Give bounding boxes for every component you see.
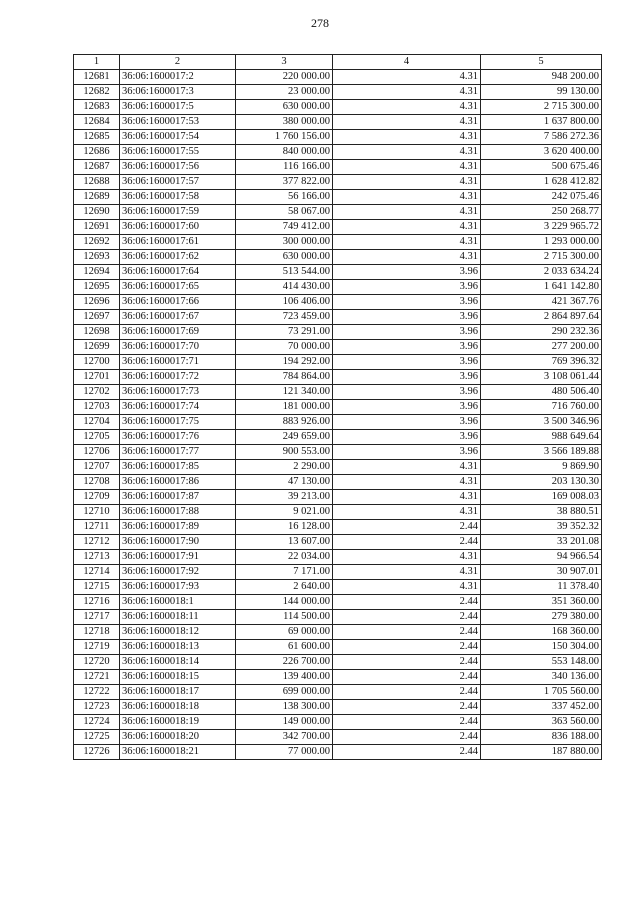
value-cell: 30 907.01 bbox=[481, 565, 602, 580]
cadastral-number-cell: 36:06:1600017:93 bbox=[120, 580, 236, 595]
rate-cell: 4.31 bbox=[333, 565, 481, 580]
table-row bbox=[74, 640, 602, 655]
cadastral-number-cell: 36:06:1600017:53 bbox=[120, 115, 236, 130]
table-row bbox=[74, 265, 602, 280]
rate-cell: 3.96 bbox=[333, 415, 481, 430]
rate-cell: 4.31 bbox=[333, 115, 481, 130]
rate-cell: 2.44 bbox=[333, 730, 481, 745]
table-row bbox=[74, 700, 602, 715]
table-row bbox=[74, 685, 602, 700]
rate-cell: 4.31 bbox=[333, 580, 481, 595]
header-row bbox=[74, 55, 602, 70]
cadastral-number-cell: 36:06:1600017:90 bbox=[120, 535, 236, 550]
cadastral-number-cell: 36:06:1600017:67 bbox=[120, 310, 236, 325]
row-number-cell: 12705 bbox=[74, 430, 120, 445]
row-number-cell: 12707 bbox=[74, 460, 120, 475]
area-cell: 9 021.00 bbox=[236, 505, 333, 520]
value-cell: 1 293 000.00 bbox=[481, 235, 602, 250]
value-cell: 3 229 965.72 bbox=[481, 220, 602, 235]
table-row bbox=[74, 445, 602, 460]
row-number-cell: 12723 bbox=[74, 700, 120, 715]
area-cell: 784 864.00 bbox=[236, 370, 333, 385]
rate-cell: 3.96 bbox=[333, 430, 481, 445]
area-cell: 69 000.00 bbox=[236, 625, 333, 640]
row-number-cell: 12686 bbox=[74, 145, 120, 160]
rate-cell: 4.31 bbox=[333, 85, 481, 100]
table-row bbox=[74, 370, 602, 385]
column-header-5: 5 bbox=[481, 55, 602, 70]
table-row bbox=[74, 205, 602, 220]
row-number-cell: 12699 bbox=[74, 340, 120, 355]
area-cell: 121 340.00 bbox=[236, 385, 333, 400]
area-cell: 630 000.00 bbox=[236, 100, 333, 115]
table-row bbox=[74, 565, 602, 580]
cadastral-number-cell: 36:06:1600017:76 bbox=[120, 430, 236, 445]
table-row bbox=[74, 250, 602, 265]
cadastral-number-cell: 36:06:1600017:66 bbox=[120, 295, 236, 310]
row-number-cell: 12711 bbox=[74, 520, 120, 535]
table-row bbox=[74, 100, 602, 115]
rate-cell: 4.31 bbox=[333, 100, 481, 115]
table-row bbox=[74, 85, 602, 100]
table-row bbox=[74, 505, 602, 520]
table-row bbox=[74, 715, 602, 730]
rate-cell: 3.96 bbox=[333, 280, 481, 295]
cadastral-number-cell: 36:06:1600018:15 bbox=[120, 670, 236, 685]
row-number-cell: 12683 bbox=[74, 100, 120, 115]
table-row bbox=[74, 490, 602, 505]
cadastral-number-cell: 36:06:1600017:65 bbox=[120, 280, 236, 295]
area-cell: 300 000.00 bbox=[236, 235, 333, 250]
row-number-cell: 12695 bbox=[74, 280, 120, 295]
table-row bbox=[74, 595, 602, 610]
rate-cell: 4.31 bbox=[333, 460, 481, 475]
rate-cell: 2.44 bbox=[333, 535, 481, 550]
rate-cell: 2.44 bbox=[333, 610, 481, 625]
cadastral-number-cell: 36:06:1600017:70 bbox=[120, 340, 236, 355]
value-cell: 11 378.40 bbox=[481, 580, 602, 595]
area-cell: 138 300.00 bbox=[236, 700, 333, 715]
table-row bbox=[74, 535, 602, 550]
area-cell: 47 130.00 bbox=[236, 475, 333, 490]
rate-cell: 3.96 bbox=[333, 400, 481, 415]
table-row bbox=[74, 340, 602, 355]
value-cell: 337 452.00 bbox=[481, 700, 602, 715]
row-number-cell: 12688 bbox=[74, 175, 120, 190]
row-number-cell: 12696 bbox=[74, 295, 120, 310]
row-number-cell: 12693 bbox=[74, 250, 120, 265]
area-cell: 1 760 156.00 bbox=[236, 130, 333, 145]
area-cell: 723 459.00 bbox=[236, 310, 333, 325]
cadastral-number-cell: 36:06:1600018:1 bbox=[120, 595, 236, 610]
area-cell: 77 000.00 bbox=[236, 745, 333, 760]
table-row bbox=[74, 475, 602, 490]
value-cell: 716 760.00 bbox=[481, 400, 602, 415]
cadastral-number-cell: 36:06:1600017:2 bbox=[120, 70, 236, 85]
cadastral-number-cell: 36:06:1600018:21 bbox=[120, 745, 236, 760]
value-cell: 553 148.00 bbox=[481, 655, 602, 670]
cadastral-number-cell: 36:06:1600017:69 bbox=[120, 325, 236, 340]
page-number: 278 bbox=[311, 16, 329, 30]
cadastral-number-cell: 36:06:1600018:11 bbox=[120, 610, 236, 625]
area-cell: 749 412.00 bbox=[236, 220, 333, 235]
rate-cell: 4.31 bbox=[333, 205, 481, 220]
rate-cell: 4.31 bbox=[333, 475, 481, 490]
row-number-cell: 12689 bbox=[74, 190, 120, 205]
area-cell: 249 659.00 bbox=[236, 430, 333, 445]
cadastral-number-cell: 36:06:1600017:64 bbox=[120, 265, 236, 280]
cadastral-number-cell: 36:06:1600017:88 bbox=[120, 505, 236, 520]
rate-cell: 3.96 bbox=[333, 310, 481, 325]
area-cell: 883 926.00 bbox=[236, 415, 333, 430]
table-row bbox=[74, 160, 602, 175]
rate-cell: 3.96 bbox=[333, 325, 481, 340]
rate-cell: 2.44 bbox=[333, 640, 481, 655]
row-number-cell: 12715 bbox=[74, 580, 120, 595]
area-cell: 139 400.00 bbox=[236, 670, 333, 685]
row-number-cell: 12700 bbox=[74, 355, 120, 370]
value-cell: 99 130.00 bbox=[481, 85, 602, 100]
cadastral-number-cell: 36:06:1600017:73 bbox=[120, 385, 236, 400]
value-cell: 2 033 634.24 bbox=[481, 265, 602, 280]
table-row bbox=[74, 745, 602, 760]
value-cell: 1 637 800.00 bbox=[481, 115, 602, 130]
row-number-cell: 12724 bbox=[74, 715, 120, 730]
rate-cell: 4.31 bbox=[333, 505, 481, 520]
value-cell: 351 360.00 bbox=[481, 595, 602, 610]
table-row bbox=[74, 400, 602, 415]
rate-cell: 3.96 bbox=[333, 355, 481, 370]
value-cell: 340 136.00 bbox=[481, 670, 602, 685]
value-cell: 2 715 300.00 bbox=[481, 100, 602, 115]
cadastral-number-cell: 36:06:1600018:13 bbox=[120, 640, 236, 655]
row-number-cell: 12701 bbox=[74, 370, 120, 385]
value-cell: 3 500 346.96 bbox=[481, 415, 602, 430]
area-cell: 380 000.00 bbox=[236, 115, 333, 130]
area-cell: 630 000.00 bbox=[236, 250, 333, 265]
row-number-cell: 12714 bbox=[74, 565, 120, 580]
row-number-cell: 12694 bbox=[74, 265, 120, 280]
value-cell: 769 396.32 bbox=[481, 355, 602, 370]
table-row bbox=[74, 355, 602, 370]
table-row bbox=[74, 220, 602, 235]
rate-cell: 2.44 bbox=[333, 670, 481, 685]
cadastral-number-cell: 36:06:1600017:5 bbox=[120, 100, 236, 115]
cadastral-number-cell: 36:06:1600017:87 bbox=[120, 490, 236, 505]
area-cell: 414 430.00 bbox=[236, 280, 333, 295]
cadastral-number-cell: 36:06:1600017:62 bbox=[120, 250, 236, 265]
value-cell: 1 641 142.80 bbox=[481, 280, 602, 295]
cadastral-number-cell: 36:06:1600017:71 bbox=[120, 355, 236, 370]
row-number-cell: 12698 bbox=[74, 325, 120, 340]
cadastral-number-cell: 36:06:1600018:14 bbox=[120, 655, 236, 670]
rate-cell: 4.31 bbox=[333, 190, 481, 205]
value-cell: 187 880.00 bbox=[481, 745, 602, 760]
value-cell: 480 506.40 bbox=[481, 385, 602, 400]
column-header-1: 1 bbox=[74, 55, 120, 70]
row-number-cell: 12697 bbox=[74, 310, 120, 325]
row-number-cell: 12716 bbox=[74, 595, 120, 610]
rate-cell: 2.44 bbox=[333, 520, 481, 535]
table-row bbox=[74, 145, 602, 160]
area-cell: 16 128.00 bbox=[236, 520, 333, 535]
rate-cell: 2.44 bbox=[333, 745, 481, 760]
row-number-cell: 12702 bbox=[74, 385, 120, 400]
value-cell: 279 380.00 bbox=[481, 610, 602, 625]
table-row bbox=[74, 175, 602, 190]
row-number-cell: 12704 bbox=[74, 415, 120, 430]
value-cell: 250 268.77 bbox=[481, 205, 602, 220]
row-number-cell: 12722 bbox=[74, 685, 120, 700]
cadastral-number-cell: 36:06:1600017:85 bbox=[120, 460, 236, 475]
table-row bbox=[74, 385, 602, 400]
row-number-cell: 12726 bbox=[74, 745, 120, 760]
value-cell: 1 705 560.00 bbox=[481, 685, 602, 700]
table-row bbox=[74, 190, 602, 205]
rate-cell: 4.31 bbox=[333, 220, 481, 235]
table-row bbox=[74, 670, 602, 685]
table-row bbox=[74, 430, 602, 445]
value-cell: 948 200.00 bbox=[481, 70, 602, 85]
row-number-cell: 12725 bbox=[74, 730, 120, 745]
row-number-cell: 12718 bbox=[74, 625, 120, 640]
value-cell: 9 869.90 bbox=[481, 460, 602, 475]
cadastral-number-cell: 36:06:1600018:18 bbox=[120, 700, 236, 715]
row-number-cell: 12708 bbox=[74, 475, 120, 490]
area-cell: 114 500.00 bbox=[236, 610, 333, 625]
rate-cell: 4.31 bbox=[333, 250, 481, 265]
cadastral-number-cell: 36:06:1600017:75 bbox=[120, 415, 236, 430]
area-cell: 144 000.00 bbox=[236, 595, 333, 610]
value-cell: 836 188.00 bbox=[481, 730, 602, 745]
cadastral-number-cell: 36:06:1600017:58 bbox=[120, 190, 236, 205]
value-cell: 168 360.00 bbox=[481, 625, 602, 640]
area-cell: 116 166.00 bbox=[236, 160, 333, 175]
row-number-cell: 12690 bbox=[74, 205, 120, 220]
value-cell: 38 880.51 bbox=[481, 505, 602, 520]
area-cell: 2 640.00 bbox=[236, 580, 333, 595]
cadastral-number-cell: 36:06:1600017:59 bbox=[120, 205, 236, 220]
row-number-cell: 12717 bbox=[74, 610, 120, 625]
area-cell: 70 000.00 bbox=[236, 340, 333, 355]
rate-cell: 3.96 bbox=[333, 385, 481, 400]
rate-cell: 4.31 bbox=[333, 550, 481, 565]
cadastral-number-cell: 36:06:1600017:92 bbox=[120, 565, 236, 580]
area-cell: 840 000.00 bbox=[236, 145, 333, 160]
value-cell: 500 675.46 bbox=[481, 160, 602, 175]
row-number-cell: 12687 bbox=[74, 160, 120, 175]
rate-cell: 4.31 bbox=[333, 235, 481, 250]
table-row bbox=[74, 280, 602, 295]
row-number-cell: 12703 bbox=[74, 400, 120, 415]
rate-cell: 3.96 bbox=[333, 295, 481, 310]
cadastral-number-cell: 36:06:1600017:57 bbox=[120, 175, 236, 190]
row-number-cell: 12720 bbox=[74, 655, 120, 670]
row-number-cell: 12692 bbox=[74, 235, 120, 250]
rate-cell: 2.44 bbox=[333, 625, 481, 640]
value-cell: 94 966.54 bbox=[481, 550, 602, 565]
table-row bbox=[74, 310, 602, 325]
table-row bbox=[74, 625, 602, 640]
area-cell: 900 553.00 bbox=[236, 445, 333, 460]
row-number-cell: 12685 bbox=[74, 130, 120, 145]
row-number-cell: 12684 bbox=[74, 115, 120, 130]
area-cell: 194 292.00 bbox=[236, 355, 333, 370]
cadastral-number-cell: 36:06:1600017:74 bbox=[120, 400, 236, 415]
value-cell: 363 560.00 bbox=[481, 715, 602, 730]
area-cell: 73 291.00 bbox=[236, 325, 333, 340]
cadastral-number-cell: 36:06:1600017:56 bbox=[120, 160, 236, 175]
rate-cell: 2.44 bbox=[333, 700, 481, 715]
rate-cell: 4.31 bbox=[333, 130, 481, 145]
table-row bbox=[74, 325, 602, 340]
cadastral-number-cell: 36:06:1600017:60 bbox=[120, 220, 236, 235]
value-cell: 1 628 412.82 bbox=[481, 175, 602, 190]
value-cell: 2 715 300.00 bbox=[481, 250, 602, 265]
table-row bbox=[74, 520, 602, 535]
cadastral-number-cell: 36:06:1600018:19 bbox=[120, 715, 236, 730]
row-number-cell: 12712 bbox=[74, 535, 120, 550]
cadastral-number-cell: 36:06:1600017:72 bbox=[120, 370, 236, 385]
value-cell: 3 620 400.00 bbox=[481, 145, 602, 160]
row-number-cell: 12721 bbox=[74, 670, 120, 685]
value-cell: 2 864 897.64 bbox=[481, 310, 602, 325]
table-row bbox=[74, 295, 602, 310]
cadastral-number-cell: 36:06:1600017:54 bbox=[120, 130, 236, 145]
value-cell: 988 649.64 bbox=[481, 430, 602, 445]
row-number-cell: 12682 bbox=[74, 85, 120, 100]
rate-cell: 3.96 bbox=[333, 370, 481, 385]
area-cell: 58 067.00 bbox=[236, 205, 333, 220]
area-cell: 226 700.00 bbox=[236, 655, 333, 670]
row-number-cell: 12709 bbox=[74, 490, 120, 505]
rate-cell: 3.96 bbox=[333, 445, 481, 460]
table-header bbox=[74, 55, 602, 70]
table-row bbox=[74, 115, 602, 130]
rate-cell: 4.31 bbox=[333, 160, 481, 175]
cadastral-number-cell: 36:06:1600018:17 bbox=[120, 685, 236, 700]
value-cell: 290 232.36 bbox=[481, 325, 602, 340]
value-cell: 421 367.76 bbox=[481, 295, 602, 310]
rate-cell: 4.31 bbox=[333, 70, 481, 85]
column-header-3: 3 bbox=[236, 55, 333, 70]
column-header-2: 2 bbox=[120, 55, 236, 70]
area-cell: 13 607.00 bbox=[236, 535, 333, 550]
table-row bbox=[74, 460, 602, 475]
value-cell: 7 586 272.36 bbox=[481, 130, 602, 145]
area-cell: 699 000.00 bbox=[236, 685, 333, 700]
table-row bbox=[74, 130, 602, 145]
row-number-cell: 12713 bbox=[74, 550, 120, 565]
area-cell: 23 000.00 bbox=[236, 85, 333, 100]
table-row bbox=[74, 655, 602, 670]
rate-cell: 2.44 bbox=[333, 655, 481, 670]
row-number-cell: 12691 bbox=[74, 220, 120, 235]
area-cell: 7 171.00 bbox=[236, 565, 333, 580]
area-cell: 181 000.00 bbox=[236, 400, 333, 415]
table-row bbox=[74, 730, 602, 745]
table-row bbox=[74, 70, 602, 85]
value-cell: 3 566 189.88 bbox=[481, 445, 602, 460]
rate-cell: 3.96 bbox=[333, 340, 481, 355]
value-cell: 169 008.03 bbox=[481, 490, 602, 505]
row-number-cell: 12719 bbox=[74, 640, 120, 655]
area-cell: 377 822.00 bbox=[236, 175, 333, 190]
table-row bbox=[74, 580, 602, 595]
area-cell: 56 166.00 bbox=[236, 190, 333, 205]
table-row bbox=[74, 610, 602, 625]
table-body bbox=[74, 70, 602, 760]
cadastral-number-cell: 36:06:1600017:91 bbox=[120, 550, 236, 565]
cadastral-number-cell: 36:06:1600017:55 bbox=[120, 145, 236, 160]
rate-cell: 4.31 bbox=[333, 175, 481, 190]
row-number-cell: 12681 bbox=[74, 70, 120, 85]
value-cell: 242 075.46 bbox=[481, 190, 602, 205]
table-row bbox=[74, 415, 602, 430]
value-cell: 150 304.00 bbox=[481, 640, 602, 655]
area-cell: 149 000.00 bbox=[236, 715, 333, 730]
rate-cell: 2.44 bbox=[333, 595, 481, 610]
cadastral-number-cell: 36:06:1600017:86 bbox=[120, 475, 236, 490]
table-row bbox=[74, 235, 602, 250]
cadastral-number-cell: 36:06:1600018:20 bbox=[120, 730, 236, 745]
rate-cell: 4.31 bbox=[333, 490, 481, 505]
value-cell: 3 108 061.44 bbox=[481, 370, 602, 385]
area-cell: 220 000.00 bbox=[236, 70, 333, 85]
rate-cell: 2.44 bbox=[333, 715, 481, 730]
value-cell: 39 352.32 bbox=[481, 520, 602, 535]
value-cell: 277 200.00 bbox=[481, 340, 602, 355]
table-row bbox=[74, 550, 602, 565]
registry-table bbox=[73, 54, 602, 760]
value-cell: 33 201.08 bbox=[481, 535, 602, 550]
area-cell: 513 544.00 bbox=[236, 265, 333, 280]
rate-cell: 2.44 bbox=[333, 685, 481, 700]
row-number-cell: 12710 bbox=[74, 505, 120, 520]
rate-cell: 3.96 bbox=[333, 265, 481, 280]
area-cell: 61 600.00 bbox=[236, 640, 333, 655]
cadastral-number-cell: 36:06:1600017:3 bbox=[120, 85, 236, 100]
area-cell: 342 700.00 bbox=[236, 730, 333, 745]
value-cell: 203 130.30 bbox=[481, 475, 602, 490]
area-cell: 39 213.00 bbox=[236, 490, 333, 505]
cadastral-number-cell: 36:06:1600018:12 bbox=[120, 625, 236, 640]
cadastral-number-cell: 36:06:1600017:61 bbox=[120, 235, 236, 250]
area-cell: 2 290.00 bbox=[236, 460, 333, 475]
column-header-4: 4 bbox=[333, 55, 481, 70]
area-cell: 22 034.00 bbox=[236, 550, 333, 565]
rate-cell: 4.31 bbox=[333, 145, 481, 160]
cadastral-number-cell: 36:06:1600017:89 bbox=[120, 520, 236, 535]
row-number-cell: 12706 bbox=[74, 445, 120, 460]
area-cell: 106 406.00 bbox=[236, 295, 333, 310]
cadastral-number-cell: 36:06:1600017:77 bbox=[120, 445, 236, 460]
